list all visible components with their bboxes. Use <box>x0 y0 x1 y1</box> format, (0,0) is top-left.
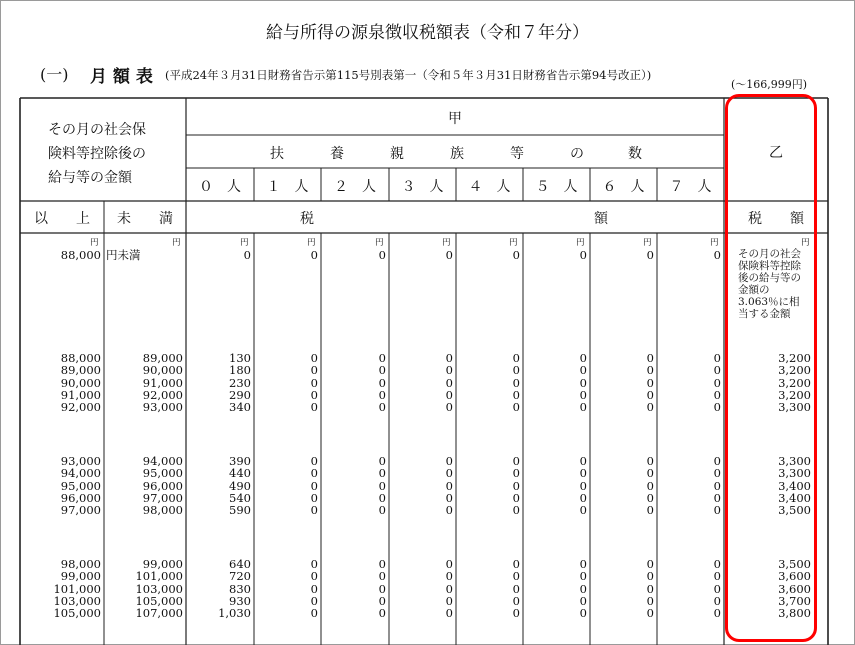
tax-column: 0 0 0 0 0 <box>310 454 318 518</box>
row-to: 円未満 <box>106 248 141 262</box>
zei-header: 税 <box>300 211 314 227</box>
row-from: 93,000 94,000 95,000 96,000 97,000 <box>60 454 101 518</box>
fuyou-char: 養 <box>330 146 344 162</box>
otsu-column: 3,500 3,600 3,600 3,700 3,800 <box>778 557 811 621</box>
fuyou-char: 扶 <box>270 146 284 162</box>
fuyou-char: の <box>570 146 584 162</box>
otsu-header: 乙 <box>769 145 783 161</box>
gaku-header: 額 <box>594 211 608 227</box>
document-title: 給与所得の源泉徴収税額表（令和７年分） <box>266 23 589 43</box>
tax-column: 0 0 0 0 0 <box>378 557 386 621</box>
tax-column: 0 0 0 0 0 <box>646 351 654 415</box>
dependent-5: ５ 人 <box>535 179 578 195</box>
row-from: 88,000 <box>60 248 101 262</box>
tax-cell: 0 <box>512 248 520 262</box>
tax-column: 0 0 0 0 0 <box>713 557 721 621</box>
dependent-7: ７ 人 <box>669 179 712 195</box>
tax-column: 0 0 0 0 0 <box>646 557 654 621</box>
otsu-rate-note: その月の社会保険料等控除後の給与等の金額の3.063％に相当する金額 <box>738 248 801 320</box>
yen-unit: 円 <box>375 238 384 248</box>
dependent-4: ４ 人 <box>468 179 511 195</box>
fuyou-char: 親 <box>390 146 404 162</box>
tax-cell: 0 <box>713 248 721 262</box>
tax-column: 130 180 230 290 340 <box>229 351 251 415</box>
otsu-highlight-box <box>725 94 817 642</box>
yen-unit: 円 <box>90 238 99 248</box>
dependent-2: ２ 人 <box>334 179 376 195</box>
row-from: 98,000 99,000 101,000 103,000 105,000 <box>53 557 101 621</box>
range-note: (～166,999円) <box>731 78 808 91</box>
dependent-6: ６ 人 <box>602 179 645 195</box>
section-marker: (一) <box>40 65 69 84</box>
tax-column: 0 0 0 0 0 <box>713 351 721 415</box>
tax-cell: 0 <box>579 248 587 262</box>
tax-column: 0 0 0 0 0 <box>579 454 587 518</box>
tax-column: 0 0 0 0 0 <box>646 454 654 518</box>
amount-header <box>48 118 146 190</box>
fuyou-char: 数 <box>628 146 642 162</box>
tax-column: 0 0 0 0 0 <box>378 351 386 415</box>
tax-cell: 0 <box>378 248 386 262</box>
row-from: 88,000 89,000 90,000 91,000 92,000 <box>60 351 101 415</box>
yen-unit: 円 <box>240 238 249 248</box>
otsu-column: 3,200 3,200 3,200 3,200 3,300 <box>778 351 811 415</box>
yen-unit: 円 <box>509 238 518 248</box>
row-to: 89,000 90,000 91,000 92,000 93,000 <box>142 351 183 415</box>
amount-header-line: 給与等の金額 <box>48 170 132 186</box>
tax-cell: 0 <box>646 248 654 262</box>
row-to: 99,000 101,000 103,000 105,000 107,000 <box>135 557 183 621</box>
yen-unit: 円 <box>442 238 451 248</box>
tax-column: 0 0 0 0 0 <box>310 557 318 621</box>
tax-column: 0 0 0 0 0 <box>512 454 520 518</box>
tax-column: 0 0 0 0 0 <box>445 454 453 518</box>
row-to: 94,000 95,000 96,000 97,000 98,000 <box>142 454 183 518</box>
tax-column: 0 0 0 0 0 <box>378 454 386 518</box>
fuyou-char: 族 <box>450 146 464 162</box>
tax-column: 640 720 830 930 1,030 <box>218 557 251 621</box>
fuyou-char: 等 <box>510 146 524 162</box>
tax-column: 0 0 0 0 0 <box>579 351 587 415</box>
otsu-column: 3,300 3,300 3,400 3,400 3,500 <box>778 454 811 518</box>
dependent-0: ０ 人 <box>199 179 241 195</box>
tax-cell: 0 <box>445 248 453 262</box>
tax-column: 390 440 490 540 590 <box>229 454 251 518</box>
miman-header: 未 満 <box>117 211 173 227</box>
dependent-3: ３ 人 <box>401 179 444 195</box>
section-title: 月 額 表 <box>90 67 153 87</box>
tax-column: 0 0 0 0 0 <box>713 454 721 518</box>
yen-unit: 円 <box>576 238 585 248</box>
tax-column: 0 0 0 0 0 <box>512 351 520 415</box>
tax-cell: 0 <box>243 248 251 262</box>
tax-column: 0 0 0 0 0 <box>512 557 520 621</box>
ijou-header: 以 上 <box>34 211 90 227</box>
otsu-zeigaku-header: 税 額 <box>748 211 804 227</box>
amount-header-line: その月の社会保 <box>48 122 146 138</box>
yen-unit: 円 <box>643 238 652 248</box>
tax-column: 0 0 0 0 0 <box>445 557 453 621</box>
yen-unit: 円 <box>172 238 181 248</box>
dependent-1: １ 人 <box>266 179 309 195</box>
section-note: (平成24年３月31日財務省告示第115号別表第一（令和５年３月31日財務省告示第94号改正）) <box>165 68 652 82</box>
yen-unit: 円 <box>801 238 810 248</box>
tax-column: 0 0 0 0 0 <box>579 557 587 621</box>
kou-header: 甲 <box>448 111 462 127</box>
yen-unit: 円 <box>710 238 719 248</box>
tax-column: 0 0 0 0 0 <box>445 351 453 415</box>
tax-column: 0 0 0 0 0 <box>310 351 318 415</box>
yen-unit: 円 <box>307 238 316 248</box>
tax-cell: 0 <box>310 248 318 262</box>
amount-header-line: 険料等控除後の <box>48 146 146 162</box>
